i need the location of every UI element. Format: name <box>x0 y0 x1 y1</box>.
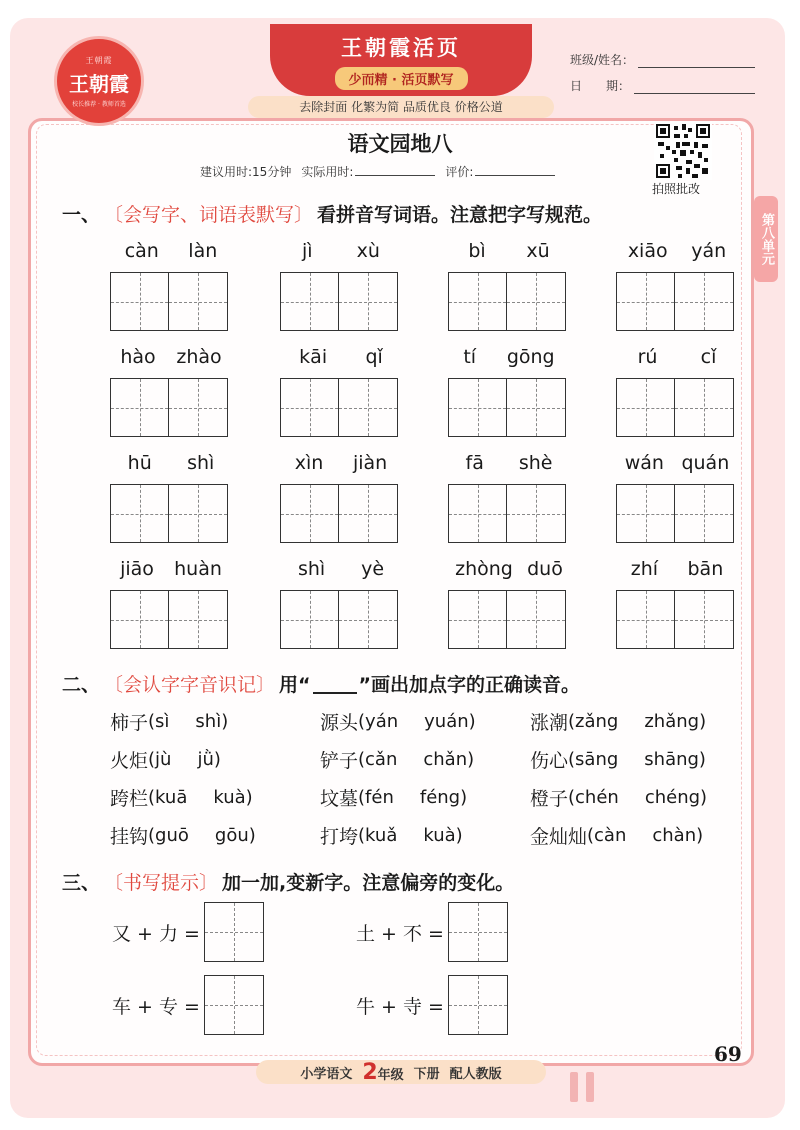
footer-grade-label: 年级 <box>377 1067 404 1083</box>
reading-options <box>568 787 733 808</box>
equation-text: 又 + 力 = <box>112 922 200 945</box>
character-box[interactable] <box>507 272 566 331</box>
footer-label <box>256 1060 546 1084</box>
character-box[interactable] <box>110 484 169 543</box>
pinyin-syllable: zhào <box>176 346 222 368</box>
section3-instruction: 加一加,变新字。注意偏旁的变化。 <box>222 872 515 894</box>
reading-options <box>148 749 247 770</box>
writing-boxes <box>280 484 402 543</box>
character-box[interactable] <box>169 590 228 649</box>
reading-option[interactable]: (càn <box>587 824 627 846</box>
writing-boxes <box>616 378 738 437</box>
pinyin-syllable: hào <box>120 346 156 368</box>
slogan: 去除封面 化繁为简 品质优良 价格公道 <box>248 96 554 118</box>
reading-row <box>110 702 750 740</box>
reading-option[interactable]: (chén <box>568 786 619 808</box>
reading-option[interactable]: (yán <box>358 710 399 732</box>
writing-boxes <box>616 272 738 331</box>
pinyin-syllable: xū <box>526 240 550 262</box>
writing-boxes <box>280 378 402 437</box>
character-box[interactable] <box>507 378 566 437</box>
equation-row <box>112 902 264 962</box>
answer-box[interactable] <box>204 975 264 1035</box>
evaluation-label: 评价: <box>445 165 474 179</box>
character-box[interactable] <box>448 590 507 649</box>
date-row <box>570 68 755 94</box>
reading-word: 金灿灿 <box>530 825 588 848</box>
writing-boxes <box>110 272 232 331</box>
reading-item <box>110 746 320 773</box>
word-item <box>280 452 402 543</box>
date-field[interactable] <box>634 79 755 94</box>
pinyin-label <box>110 346 232 374</box>
character-box[interactable] <box>110 272 169 331</box>
character-box[interactable] <box>280 590 339 649</box>
writing-boxes <box>110 484 232 543</box>
pinyin-label <box>110 558 232 586</box>
character-box[interactable] <box>339 484 398 543</box>
answer-box[interactable] <box>448 975 508 1035</box>
word-item <box>110 240 232 331</box>
character-box[interactable] <box>339 590 398 649</box>
reading-options <box>568 749 732 770</box>
character-box[interactable] <box>448 378 507 437</box>
class-name-field[interactable] <box>638 53 755 68</box>
reading-item <box>530 822 740 849</box>
answer-box[interactable] <box>204 902 264 962</box>
word-item <box>448 346 570 437</box>
word-item <box>616 240 738 331</box>
character-box[interactable] <box>616 484 675 543</box>
reading-options <box>358 825 489 846</box>
reading-row <box>110 778 750 816</box>
class-name-row <box>570 42 755 68</box>
qr-code-icon[interactable] <box>654 122 712 180</box>
word-item <box>616 346 738 437</box>
reading-option[interactable]: (sì <box>148 710 170 732</box>
time-row <box>200 163 555 180</box>
pinyin-syllable: wán <box>624 452 664 474</box>
character-box[interactable] <box>339 272 398 331</box>
writing-boxes <box>280 590 402 649</box>
reading-option[interactable]: kuà) <box>423 824 463 846</box>
character-box[interactable] <box>675 272 734 331</box>
pinyin-syllable: bì <box>468 240 486 262</box>
page-number: 69 <box>714 1042 742 1066</box>
writing-boxes <box>110 378 232 437</box>
reading-options <box>148 711 254 732</box>
pinyin-syllable: yè <box>361 558 385 580</box>
character-box[interactable] <box>507 484 566 543</box>
reading-item <box>530 708 740 735</box>
word-item <box>110 558 232 649</box>
section2-instruction-post: ”画出加点字的正确读音。 <box>358 674 581 696</box>
writing-boxes <box>448 590 570 649</box>
pinyin-syllable: huàn <box>174 558 222 580</box>
logo-sub: 校长推荐 · 教师首选 <box>72 100 126 108</box>
pinyin-syllable: cǐ <box>700 346 717 368</box>
section2-heading <box>62 670 580 697</box>
character-box[interactable] <box>280 484 339 543</box>
reading-word: 打垮 <box>320 825 359 848</box>
reading-word: 挂钩 <box>110 825 149 848</box>
character-box[interactable] <box>280 272 339 331</box>
pinyin-syllable: duō <box>527 558 563 580</box>
pinyin-label <box>448 558 570 586</box>
unit-side-tab: 第八单元 <box>754 196 778 282</box>
word-item <box>448 558 570 649</box>
pinyin-label <box>280 558 402 586</box>
pronunciation-list <box>110 702 750 854</box>
reading-row <box>110 740 750 778</box>
suggested-time: 建议用时:15分钟 <box>200 165 292 179</box>
writing-boxes <box>616 484 738 543</box>
pinyin-syllable: quán <box>681 452 730 474</box>
pinyin-syllable: zhí <box>630 558 659 580</box>
reading-option[interactable]: gōu) <box>214 824 256 846</box>
banner-subtitle: 少而精 · 活页默写 <box>335 67 468 90</box>
pinyin-syllable: shì <box>187 452 215 474</box>
writing-boxes <box>448 378 570 437</box>
pinyin-syllable: rú <box>637 346 658 368</box>
reading-options <box>587 825 729 846</box>
reading-item <box>320 822 530 849</box>
reading-option[interactable]: (zǎng <box>568 710 619 732</box>
reading-word: 柿子 <box>110 711 149 734</box>
reading-option[interactable]: zhǎng) <box>644 710 707 732</box>
pinyin-label <box>616 452 738 480</box>
equation-text: 车 + 专 = <box>112 995 200 1018</box>
reading-word: 橙子 <box>530 787 569 810</box>
word-item <box>280 240 402 331</box>
reading-word: 跨栏 <box>110 787 149 810</box>
reading-option[interactable]: (cǎn <box>358 748 398 770</box>
pinyin-syllable: kāi <box>299 346 328 368</box>
reading-options <box>358 749 500 770</box>
banner-title: 王朝霞活页 <box>341 35 461 60</box>
reading-options <box>148 787 279 808</box>
pinyin-syllable: qǐ <box>365 346 383 368</box>
reading-option[interactable]: (sāng <box>568 748 619 770</box>
reading-item <box>110 708 320 735</box>
header-banner <box>270 24 532 96</box>
character-box[interactable] <box>675 484 734 543</box>
pinyin-syllable: jì <box>302 240 313 262</box>
reading-word: 铲子 <box>320 749 359 772</box>
footer-subject: 小学语文 <box>300 1066 353 1082</box>
character-box[interactable] <box>616 272 675 331</box>
reading-option[interactable]: kuà) <box>213 786 253 808</box>
logo-ring-text: 王朝霞 <box>85 55 113 65</box>
pinyin-syllable: zhòng <box>455 558 513 580</box>
brand-logo <box>54 36 144 126</box>
qr-caption: 拍照批改 <box>652 182 701 196</box>
pinyin-label <box>280 452 402 480</box>
section1-instruction: 看拼音写词语。注意把字写规范。 <box>317 204 603 226</box>
word-item <box>616 452 738 543</box>
pinyin-syllable: càn <box>124 240 159 262</box>
reading-row <box>110 816 750 854</box>
pinyin-label <box>448 346 570 374</box>
decorative-bars <box>570 1072 610 1106</box>
pinyin-label <box>448 240 570 268</box>
pinyin-label <box>280 346 402 374</box>
pinyin-syllable: xù <box>356 240 380 262</box>
section1-tag: 〔会写字、词语表默写〕 <box>104 204 314 226</box>
word-item <box>110 452 232 543</box>
reading-word: 坟墓 <box>320 787 359 810</box>
reading-option[interactable]: féng) <box>419 786 468 808</box>
reading-options <box>568 711 732 732</box>
character-box[interactable] <box>616 590 675 649</box>
section3-number: 三、 <box>62 872 101 894</box>
reading-option[interactable]: chéng) <box>644 786 708 808</box>
word-item <box>616 558 738 649</box>
reading-option[interactable]: yuán) <box>424 710 476 732</box>
writing-boxes <box>616 590 738 649</box>
character-box[interactable] <box>675 378 734 437</box>
reading-item <box>320 746 530 773</box>
pinyin-syllable: shì <box>297 558 326 580</box>
word-item <box>280 346 402 437</box>
reading-options <box>358 711 502 732</box>
character-box[interactable] <box>110 378 169 437</box>
pinyin-label <box>616 558 738 586</box>
section2-tag: 〔会认字字音识记〕 <box>104 674 276 696</box>
page-title: 语文园地八 <box>347 132 453 156</box>
logo-brand: 王朝霞 <box>69 71 129 96</box>
reading-option[interactable]: jǜ) <box>197 748 221 770</box>
pinyin-syllable: jiāo <box>120 558 154 580</box>
character-box[interactable] <box>169 272 228 331</box>
footer-edition: 配人教版 <box>449 1066 502 1082</box>
class-name-label: 班级/姓名： <box>570 53 635 67</box>
pinyin-syllable: làn <box>188 240 218 262</box>
pinyin-label <box>448 452 570 480</box>
pinyin-label <box>110 452 232 480</box>
reading-option[interactable]: (jù <box>148 748 172 770</box>
pinyin-syllable: yán <box>691 240 727 262</box>
pinyin-syllable: bān <box>687 558 724 580</box>
evaluation-field[interactable] <box>475 175 555 176</box>
pinyin-syllable: xiāo <box>627 240 668 262</box>
character-box[interactable] <box>448 272 507 331</box>
character-box[interactable] <box>280 378 339 437</box>
pinyin-label <box>616 346 738 374</box>
section1-number: 一、 <box>62 204 101 226</box>
word-item <box>448 452 570 543</box>
pinyin-syllable: gōng <box>506 346 555 368</box>
writing-boxes <box>280 272 402 331</box>
reading-option[interactable]: (fén <box>358 786 394 808</box>
reading-item <box>110 784 320 811</box>
pinyin-label <box>110 240 232 268</box>
reading-option[interactable]: chǎn) <box>423 748 475 770</box>
reading-options <box>358 787 493 808</box>
underline-sample <box>313 674 357 694</box>
reading-word: 涨潮 <box>530 711 569 734</box>
actual-time-field[interactable] <box>355 175 435 176</box>
pinyin-syllable: fā <box>465 452 484 474</box>
reading-option[interactable]: shāng) <box>644 748 706 770</box>
character-box[interactable] <box>110 590 169 649</box>
pinyin-label <box>280 240 402 268</box>
pinyin-syllable: xìn <box>294 452 324 474</box>
character-box[interactable] <box>616 378 675 437</box>
writing-boxes <box>448 484 570 543</box>
footer-grade-number: 2 <box>362 1059 378 1085</box>
reading-word: 伤心 <box>530 749 569 772</box>
pinyin-syllable: shè <box>518 452 553 474</box>
equation-text: 土 + 不 = <box>356 922 444 945</box>
word-item <box>448 240 570 331</box>
reading-item <box>320 708 530 735</box>
date-label: 日 期： <box>570 79 631 93</box>
reading-options <box>148 825 282 846</box>
writing-boxes <box>110 590 232 649</box>
pinyin-syllable: hū <box>127 452 152 474</box>
reading-word: 源头 <box>320 711 359 734</box>
reading-option[interactable]: (kuǎ <box>358 824 398 846</box>
character-box[interactable] <box>339 378 398 437</box>
character-box[interactable] <box>169 484 228 543</box>
equation-row <box>356 902 508 962</box>
section2-instruction-pre: 用“ <box>279 674 311 696</box>
character-box[interactable] <box>675 590 734 649</box>
reading-item <box>530 784 740 811</box>
reading-item <box>110 822 320 849</box>
section2-number: 二、 <box>62 674 101 696</box>
student-info <box>570 42 755 94</box>
reading-item <box>320 784 530 811</box>
actual-time-label: 实际用时: <box>301 165 354 179</box>
reading-word: 火炬 <box>110 749 149 772</box>
section3-tag: 〔书写提示〕 <box>104 872 219 894</box>
equation-text: 牛 + 寺 = <box>356 995 444 1018</box>
reading-option[interactable]: (guō <box>148 824 189 846</box>
reading-option[interactable]: chàn) <box>652 824 704 846</box>
word-item <box>110 346 232 437</box>
section1-heading <box>62 200 602 227</box>
pinyin-syllable: jiàn <box>352 452 388 474</box>
writing-boxes <box>448 272 570 331</box>
reading-option[interactable]: (kuā <box>148 786 188 808</box>
character-box[interactable] <box>169 378 228 437</box>
reading-item <box>530 746 740 773</box>
pinyin-syllable: tí <box>463 346 477 368</box>
footer-volume: 下册 <box>413 1066 440 1082</box>
equation-row <box>112 975 264 1035</box>
answer-box[interactable] <box>448 902 508 962</box>
character-box[interactable] <box>507 590 566 649</box>
word-item <box>280 558 402 649</box>
pinyin-label <box>616 240 738 268</box>
character-box[interactable] <box>448 484 507 543</box>
equation-row <box>356 975 508 1035</box>
reading-option[interactable]: shì) <box>195 710 229 732</box>
section3-heading <box>62 868 514 895</box>
